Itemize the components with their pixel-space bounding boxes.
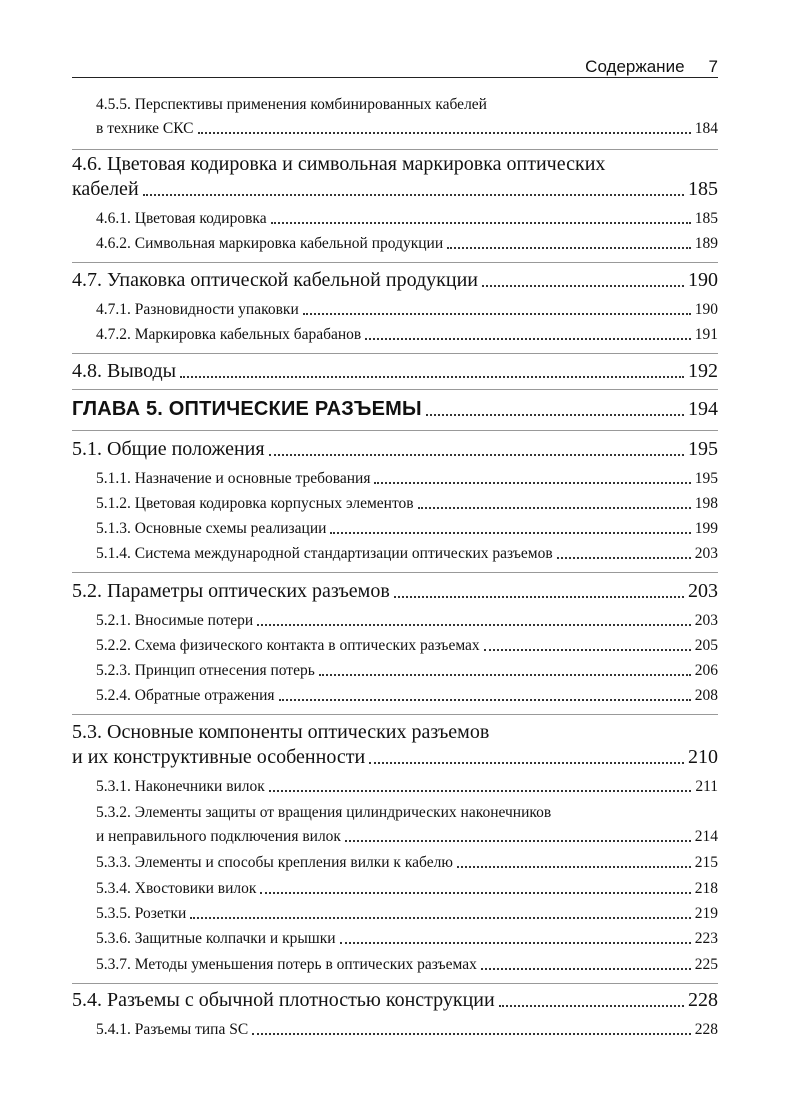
- section-divider: [72, 262, 718, 263]
- dot-leader: [481, 968, 691, 970]
- dot-leader: [190, 917, 690, 919]
- dot-leader: [557, 557, 691, 559]
- toc-entry-page: 198: [694, 495, 718, 512]
- toc-entry[interactable]: [96, 827, 718, 847]
- toc-entry-title: 5.3.3. Элементы и способы крепления вилки к кабелю: [96, 854, 453, 871]
- toc-entry-page: 210: [688, 746, 718, 768]
- toc-entry-title: 4.7. Упаковка оптической кабельной продукции: [72, 269, 478, 291]
- section-divider: [72, 149, 718, 150]
- toc-entry-title: 5.2.2. Схема физического контакта в оптических разъемах: [96, 637, 480, 654]
- toc-entry-page: 206: [694, 662, 718, 679]
- toc-entry[interactable]: [96, 209, 718, 229]
- toc-entry-continued-line: 5.3. Основные компоненты оптических разъемов: [72, 721, 490, 743]
- toc-entry[interactable]: [72, 177, 718, 201]
- toc-chapter-title: ГЛАВА 5. ОПТИЧЕСКИЕ РАЗЪЕМЫ: [72, 398, 422, 420]
- toc-entry[interactable]: [72, 268, 718, 292]
- toc-entry-page: 192: [688, 360, 718, 382]
- toc-entry[interactable]: [96, 853, 718, 873]
- toc-entry-page: 199: [694, 520, 718, 537]
- toc-entry-page: 194: [688, 398, 718, 420]
- dot-leader: [330, 532, 690, 534]
- section-divider: [72, 572, 718, 573]
- toc-entry-title: 5.3.7. Методы уменьшения потерь в оптических разъемах: [96, 956, 477, 973]
- page-number: 7: [708, 57, 718, 76]
- toc-entry-page: 214: [694, 828, 718, 845]
- toc-entry[interactable]: [96, 544, 718, 564]
- toc-entry-title: 5.2. Параметры оптических разъемов: [72, 580, 390, 602]
- toc-entry-title: 5.1.1. Назначение и основные требования: [96, 470, 371, 487]
- dot-leader: [269, 790, 691, 792]
- toc-entry-title: 5.2.3. Принцип отнесения потерь: [96, 662, 315, 679]
- dot-leader: [198, 132, 691, 134]
- toc-entry[interactable]: [96, 300, 718, 320]
- toc-entry[interactable]: [96, 929, 718, 949]
- toc-entry-title: 5.4. Разъемы с обычной плотностью конструкции: [72, 989, 495, 1011]
- toc-entry-page: 189: [694, 235, 718, 252]
- toc-entry[interactable]: [96, 661, 718, 681]
- toc-entry[interactable]: [96, 879, 718, 899]
- dot-leader: [484, 649, 691, 651]
- dot-leader: [271, 222, 691, 224]
- toc-entry-page: 208: [694, 687, 718, 704]
- dot-leader: [426, 414, 684, 416]
- toc-entry-page: 190: [694, 301, 718, 318]
- running-header-title: Содержание: [585, 57, 685, 76]
- dot-leader: [394, 596, 684, 598]
- toc-entry-title: 5.1.2. Цветовая кодировка корпусных элементов: [96, 495, 414, 512]
- toc-entry[interactable]: [96, 904, 718, 924]
- toc-entry-title: 4.7.2. Маркировка кабельных барабанов: [96, 326, 362, 343]
- toc-entry-title: 4.7.1. Разновидности упаковки: [96, 301, 299, 318]
- dot-leader: [319, 674, 691, 676]
- dot-leader: [499, 1005, 684, 1007]
- section-divider: [72, 430, 718, 431]
- toc-entry-title: 5.1.3. Основные схемы реализации: [96, 520, 327, 537]
- toc-entry-title: 5.2.4. Обратные отражения: [96, 687, 275, 704]
- toc-entry[interactable]: [96, 519, 718, 539]
- toc-entry-page: 211: [695, 778, 718, 795]
- dot-leader: [180, 376, 684, 378]
- toc-entry-title: 5.4.1. Разъемы типа SC: [96, 1021, 249, 1038]
- toc-entry-page: 219: [694, 905, 718, 922]
- toc-entry[interactable]: [96, 494, 718, 514]
- dot-leader: [457, 866, 691, 868]
- dot-leader: [340, 942, 691, 944]
- toc-entry-title: в технике СКС: [96, 120, 194, 137]
- toc-entry[interactable]: [72, 359, 718, 383]
- dot-leader: [260, 892, 690, 894]
- toc-entry[interactable]: [96, 469, 718, 489]
- toc-entry-title: 5.3.5. Розетки: [96, 905, 187, 922]
- dot-leader: [418, 507, 691, 509]
- toc-entry[interactable]: [72, 579, 718, 603]
- toc-entry-title: 4.8. Выводы: [72, 360, 177, 382]
- toc-entry-page: 190: [688, 269, 718, 291]
- dot-leader: [257, 624, 691, 626]
- toc-entry-page: 184: [694, 120, 718, 137]
- toc-entry-title: и неправильного подключения вилок: [96, 828, 341, 845]
- toc-entry[interactable]: [96, 955, 718, 975]
- toc-entry-title: 5.1. Общие положения: [72, 438, 265, 460]
- dot-leader: [345, 840, 691, 842]
- section-divider: [72, 389, 718, 390]
- toc-entry-page: 191: [694, 326, 718, 343]
- toc-entry[interactable]: [96, 777, 718, 797]
- dot-leader: [365, 338, 690, 340]
- toc-entry-page: 223: [694, 930, 718, 947]
- dot-leader: [374, 482, 690, 484]
- toc-entry-page: 203: [688, 580, 718, 602]
- toc-entry-page: 225: [694, 956, 718, 973]
- toc-entry-title: 5.3.4. Хвостовики вилок: [96, 880, 257, 897]
- toc-entry-title: и их конструктивные особенности: [72, 746, 366, 768]
- toc-entry-title: 4.6.2. Символьная маркировка кабельной продукции: [96, 235, 444, 252]
- toc-entry-page: 228: [694, 1021, 718, 1038]
- toc-entry-title: 4.6.1. Цветовая кодировка: [96, 210, 267, 227]
- toc-entry[interactable]: [72, 745, 718, 769]
- toc-entry-page: 185: [694, 210, 718, 227]
- dot-leader: [269, 454, 684, 456]
- toc-entry-continued-line: 5.3.2. Элементы защиты от вращения цилиндрических наконечников: [96, 804, 552, 821]
- section-divider: [72, 983, 718, 984]
- toc-entry[interactable]: [96, 611, 718, 631]
- toc-entry-page: 195: [688, 438, 718, 460]
- section-divider: [72, 714, 718, 715]
- toc-entry-page: 185: [688, 178, 718, 200]
- dot-leader: [482, 285, 684, 287]
- toc-entry-title: кабелей: [72, 178, 139, 200]
- section-divider: [72, 353, 718, 354]
- toc-entry-page: 203: [694, 612, 718, 629]
- toc-entry[interactable]: [72, 988, 718, 1012]
- dot-leader: [143, 194, 684, 196]
- dot-leader: [369, 762, 684, 764]
- toc-entry-page: 228: [688, 989, 718, 1011]
- toc-entry-title: 5.1.4. Система международной стандартизации оптических разъемов: [96, 545, 553, 562]
- dot-leader: [279, 699, 691, 701]
- dot-leader: [303, 313, 691, 315]
- toc-entry[interactable]: [96, 686, 718, 706]
- toc-entry-page: 215: [694, 854, 718, 871]
- dot-leader: [447, 247, 691, 249]
- toc-entry-continued-line: 4.6. Цветовая кодировка и символьная маркировка оптических: [72, 153, 606, 175]
- toc-entry-page: 195: [694, 470, 718, 487]
- toc-entry[interactable]: [96, 1020, 718, 1040]
- toc-chapter-entry[interactable]: [72, 397, 718, 421]
- toc-entry[interactable]: [96, 636, 718, 656]
- toc-entry-page: 203: [694, 545, 718, 562]
- toc-entry[interactable]: [96, 325, 718, 345]
- toc-entry[interactable]: [72, 437, 718, 461]
- toc-entry[interactable]: [96, 234, 718, 254]
- toc-entry-page: 205: [694, 637, 718, 654]
- toc-entry[interactable]: [96, 119, 718, 139]
- toc-entry-page: 218: [694, 880, 718, 897]
- toc-entry-title: 5.2.1. Вносимые потери: [96, 612, 254, 629]
- toc-entry-title: 5.3.1. Наконечники вилок: [96, 778, 265, 795]
- toc-entry-continued-line: 4.5.5. Перспективы применения комбинированных кабелей: [96, 96, 487, 113]
- toc-entry-title: 5.3.6. Защитные колпачки и крышки: [96, 930, 336, 947]
- dot-leader: [252, 1033, 691, 1035]
